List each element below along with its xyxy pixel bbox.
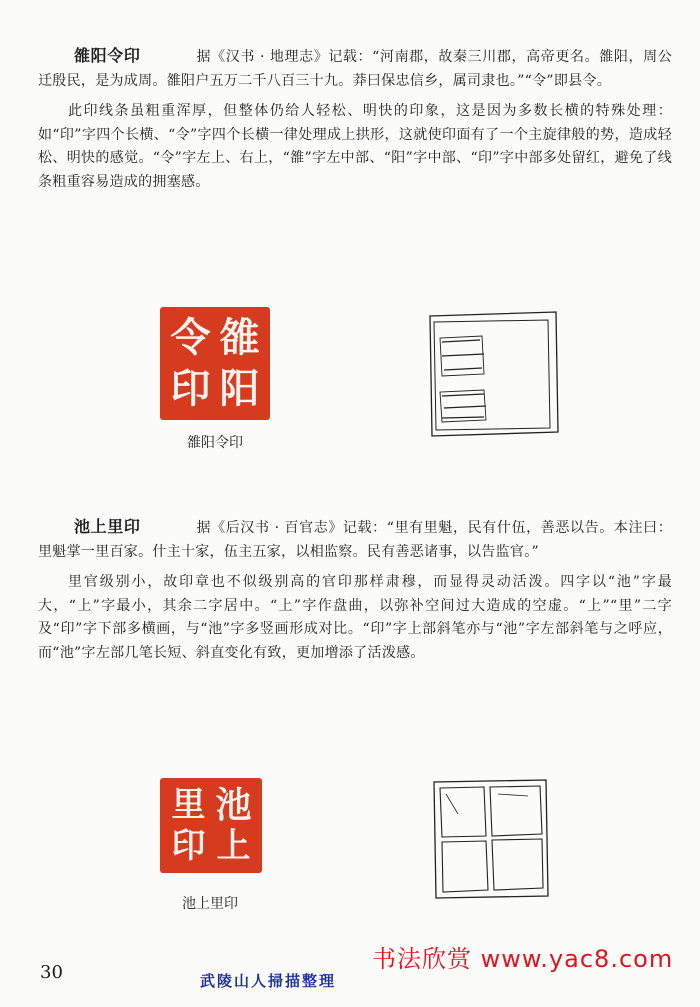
section1-paragraph1 [38,44,672,93]
section-chishang-seal [38,515,672,672]
site-watermark: 书法欣赏 www.yac8.com [372,945,674,973]
section2-title: 池上里印 [74,517,141,536]
luoyang-seal-impression [160,307,270,420]
chishang-seal-impression [160,778,262,873]
section1-paragraph2: 此印线条虽粗重浑厚，但整体仍给人轻松、明快的印象，这是因为多数长横的特殊处理：如“印”字四个长横、“令”字四个长横一律处理成上拱形，这就使印面有了一个主旋律般的势，造成轻松、明快的感觉。“令”字左上、右上，“雒”字左中部、“阳”字中部、“印”字中部多处留红，避免了线条粗重容易造成的拥塞感。 [38,103,672,190]
seal1-char-1: 雒 [219,314,260,362]
chishang-seal-sketch [428,774,552,902]
seal2-char-3: 里 [171,784,206,825]
seal2-char-2: 上 [216,826,251,867]
section2-paragraph1 [38,515,672,564]
scanner-credit: 武陵山人掃描整理 [200,972,337,990]
seal1-char-3: 令 [170,314,211,362]
seal2-char-1: 池 [215,783,252,826]
section1-title: 雒阳令印 [74,46,141,65]
section1-intro-text: 据《汉书 · 地理志》记载：“河南郡，故秦三川郡，高帝更名。雒阳，周公迁殷民，是为成周。雒阳户五万二千八百三十九。莽曰保忠信乡，属司隶也。”“令”即县令。 [38,49,672,89]
seal2-char-4: 印 [171,826,206,867]
page-number: 30 [40,962,63,983]
seal1-char-4: 印 [170,364,211,412]
luoyang-seal-sketch [422,304,562,439]
seal1-char-2: 阳 [219,364,260,412]
section2-paragraph2: 里官级别小，故印章也不似级别高的官印那样肃穆，而显得灵动活泼。四字以“池”字最大，“上”字最小，其余二字居中。“上”字作盘曲，以弥补空间过大造成的空虚。“上”“里”二字及“印”字下部多横画，与“池”字多竖画形成对比。“印”字上部斜笔亦与“池”字左部斜笔与之呼应，而“池”字左部几笔长短、斜直变化有致，更加增添了活泼感。 [38,574,672,661]
section1-seal-caption: 雒阳令印 [187,435,243,451]
section2-intro-text: 据《后汉书 · 百官志》记载：“里有里魁，民有什伍，善恶以告。本注曰：里魁掌一里百家。什主十家，伍主五家，以相监察。民有善恶诸事，以告监官。” [38,520,672,560]
section2-seal-caption: 池上里印 [182,896,238,912]
section-luoyang-seal [38,44,672,201]
